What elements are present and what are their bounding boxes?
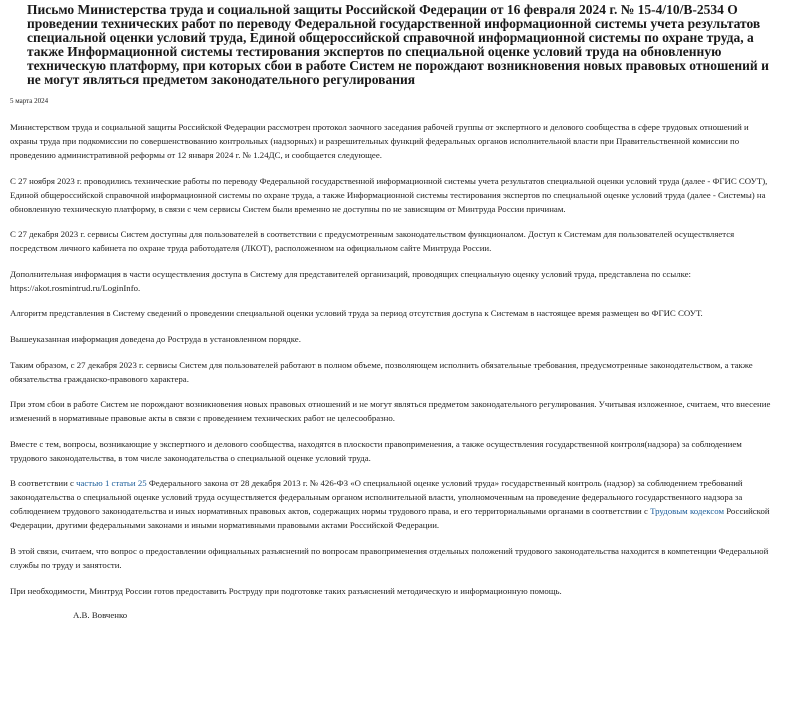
paragraph-2: С 27 ноября 2023 г. проводились технические работы по переводу Федеральной государственной информационной системы учета результатов специальной оценки условий труда (далее - ФГИС СОУТ), Единой общероссийской справочной информационной системы по охране труда, а также Информационной системы тестирования экспертов по специальной оценке условий труда (далее - Системы) на обновленную техническую платформу, в связи с чем сервисы Систем были временно не доступны по не зависящим от Минтруда России причинам.	[10, 175, 768, 214]
labor-code-link[interactable]: Трудовым кодексом	[650, 506, 725, 517]
document-body	[10, 120, 783, 598]
publication-date: 5 марта 2024	[10, 97, 49, 105]
paragraph-9: Вместе с тем, вопросы, возникающие у экспертного и делового сообщества, находятся в плоскости правоприменения, а также осуществления государственной контроля(надзора) за соблюдением трудового законодательства, в том числе законодательства о специальной оценке условий труда.	[10, 438, 742, 463]
paragraph-5: Алгоритм представления в Систему сведений о проведении специальной оценки условий труда за период отсутствия доступа к Системам в настоящее время размещен во ФГИС СОУТ.	[10, 308, 703, 319]
paragraph-7: Таким образом, с 27 декабря 2023 г. сервисы Систем для пользователей работают в полном объеме, позволяющем исполнить обязательные требования, предусмотренные законодательством, а также обязательства гражданско-правового характера.	[10, 359, 753, 384]
paragraph-8: При этом сбои в работе Систем не порождают возникновения новых правовых отношений и не могут являться предметом законодательного регулирования. Учитывая изложенное, считаем, что внесение изменений в нормативные правовые акты в связи с проведением технических работ не целесообразно.	[10, 399, 771, 424]
paragraph-12: При необходимости, Минтруд России готов предоставить Роструду при подготовке таких разъяснений методическую и информационную помощь.	[10, 585, 562, 596]
paragraph-4: Дополнительная информация в части осуществления доступа в Систему для представителей организаций, проводящих специальную оценку условий труда, представлена по ссылке: https://akot.rosmintrud.ru/LoginInfo.	[10, 268, 692, 293]
paragraph-10-text-c: Российской Федерации, другими федеральными законами и иными нормативными правовыми актами Российской Федерации.	[10, 506, 770, 531]
paragraph-10-text-a: В соответствии с	[10, 478, 77, 489]
paragraph-10	[10, 476, 775, 532]
paragraph-6: Вышеуказанная информация доведена до Роструда в установленном порядке.	[10, 333, 301, 344]
paragraph-10-text-b: Федерального закона от 28 декабря 2013 г. № 426-ФЗ «О специальной оценке условий труда» государственный контроль (надзор) за соблюдением требований законодательства о специальной оценке условий труда осуществляется федеральным органом исполнительной власти, уполномоченным на проведение федерального государственного надзора за соблюдением трудового законодательства и иных нормативных правовых актов, содержащих нормы трудового права, и его территориальными органами в соответствии с	[10, 478, 743, 517]
paragraph-1: Министерством труда и социальной защиты Российской Федерации рассмотрен протокол заочного заседания рабочей группы от экспертного и делового сообщества в сфере трудовых отношений и охраны труда при подкомиссии по совершенствованию контрольных (надзорных) и разрешительных функций федеральных органов исполнительной власти при Правительственной комиссии по проведению административной реформы от 12 января 2024 г. № 1.24ДС, и сообщается следующее.	[10, 122, 749, 160]
law-article-link[interactable]: частью 1 статьи 25	[76, 478, 147, 489]
paragraph-3: С 27 декабря 2023 г. сервисы Систем доступны для пользователей в соответствии с предусмотренным законодательством функционалом. Доступ к Системам для пользователей осуществляется посредством личного кабинета по охране труда работодателя (ЛКОТ), расположенном на официальном сайте Минтруда России.	[10, 229, 735, 254]
signature: А.В. Вовченко	[73, 610, 128, 621]
document-title: Письмо Министерства труда и социальной защиты Российской Федерации от 16 февраля 2024 г. № 15-4/10/В-2534 О проведении технических работ по переводу Федеральной государственной информационной системы учета результатов специальной оценки условий труда, Единой общероссийской справочной информационной системы по охране труда, а также Информационной системы тестирования экспертов по специальной оценке условий труда на обновленную техническую платформу, при которых сбои в работе Систем не порождают возникновения новых правовых отношений и не могут являться предметом законодательного регулирования	[27, 2, 769, 87]
paragraph-11: В этой связи, считаем, что вопрос о предоставлении официальных разъяснений по вопросам правоприменения отдельных положений трудового законодательства находится в компетенции Федеральной службы по труду и занятости.	[10, 545, 769, 570]
